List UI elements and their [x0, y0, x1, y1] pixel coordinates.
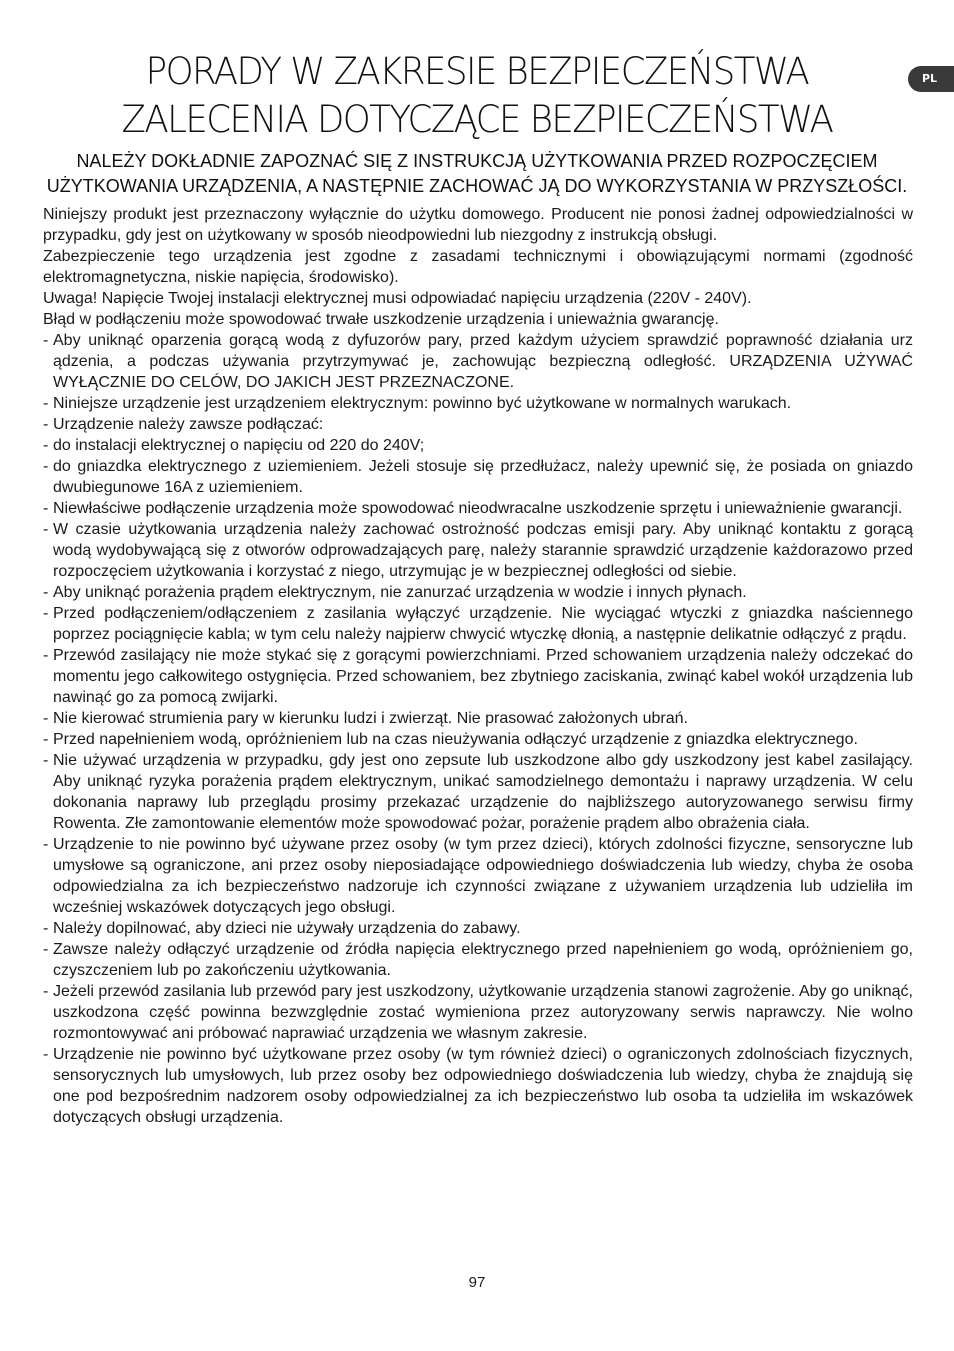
safety-list — [43, 330, 913, 1128]
intro-paragraph: Błąd w podłączeniu może spowodować trwałe uszkodzenie urządzenia i unieważnia gwarancję. — [43, 311, 719, 328]
list-item: - Przewód zasilający nie może stykać się z gorącymi powierzchniami. Przed schowaniem urządzenia należy odczekać do momentu jego całkowitego ostygnięcia. Przed schowaniem, bez zbytniego zaciskania, zwinąć kabel wokół urządzenia lub nawinąć go za pomocą zwijarki. — [43, 645, 913, 708]
document-body — [43, 204, 913, 1128]
intro-paragraph: Zabezpieczenie tego urządzenia jest zgodne z zasadami technicznymi i obowiązującymi normami (zgodność elektromagnetyczna, niskie napięcia, środowisko). — [43, 248, 913, 286]
intro-paragraph: Niniejszy produkt jest przeznaczony wyłącznie do użytku domowego. Producent nie ponosi żadnej odpowiedzialności w przypadku, gdy jest on użytkowany w sposób nieodpowiedni lub niezgodny z instrukcją obsługi. — [43, 206, 913, 244]
page-title-line-2: ZALECENIA DOTYCZĄCE BEZPIECZEŃSTWA — [121, 98, 833, 141]
subtitle-line-1: NALEŻY DOKŁADNIE ZAPOZNAĆ SIĘ Z INSTRUKCJĄ UŻYTKOWANIA PRZED ROZPOCZĘCIEM — [76, 151, 878, 171]
page-number: 97 — [468, 1274, 486, 1291]
list-item: - Należy dopilnować, aby dzieci nie używały urządzenia do zabawy. — [43, 918, 913, 939]
list-item: - do instalacji elektrycznej o napięciu od 220 do 240V; — [43, 435, 913, 456]
list-item: - Nie kierować strumienia pary w kierunku ludzi i zwierząt. Nie prasować założonych ubrań. — [43, 708, 913, 729]
language-tab: PL — [908, 66, 954, 92]
page-title-line-1: PORADY W ZAKRESIE BEZPIECZEŃSTWA — [145, 50, 809, 93]
list-item: - Niniejsze urządzenie jest urządzeniem elektrycznym: powinno być użytkowane w normalnych warukach. — [43, 393, 913, 414]
list-item: - Przed napełnieniem wodą, opróżnieniem lub na czas nieużywania odłączyć urządzenie z gniazdka elektrycznego. — [43, 729, 913, 750]
list-item: - do gniazdka elektrycznego z uziemieniem. Jeżeli stosuje się przedłużacz, należy upewnić się, że posiada on gniazdo dwubiegunowe 16A z uziemieniem. — [43, 456, 913, 498]
list-item: - Urządzenie to nie powinno być używane przez osoby (w tym przez dzieci), których zdolności fizyczne, sensoryczne lub umysłowe są ograniczone, ani przez osoby nieposiadające odpowiedniego doświadczenia lub wiedzy, chyba że osoba odpowiedzialna za ich bezpieczeństwo nadzoruje ich czynności związane z używaniem urządzenia lub udzieliła im wcześniej wskazówek dotyczących jego obsługi. — [43, 834, 913, 918]
list-item: - W czasie użytkowania urządzenia należy zachować ostrożność podczas emisji pary. Aby uniknąć kontaktu z gorącą wodą wydobywającą się z otworów odprowadzających parę, należy starannie sprawdzić urządzenie każdorazowo przed rozpoczęciem użytkowania i korzystać z niego, utrzymując je w bezpiecznej odległości od siebie. — [43, 519, 913, 582]
list-item: - Aby uniknąć porażenia prądem elektrycznym, nie zanurzać urządzenia w wodzie i innych płynach. — [43, 582, 913, 603]
list-item: - Urządzenie należy zawsze podłączać: — [43, 414, 913, 435]
list-item: - Urządzenie nie powinno być użytkowane przez osoby (w tym również dzieci) o ograniczonych zdolnościach fizycznych, sensorycznych lub umysłowych, lub przez osoby bez odpowiedniego doświadczenia lub wiedzy, chyba że znajdują się one pod bezpośrednim nadzorem osoby odpowiedzialnej za ich bezpieczeństwo lub osoba ta udzieliła im wskazówek dotyczących obsługi urządzenia. — [43, 1044, 913, 1128]
list-item: - Zawsze należy odłączyć urządzenie od źródła napięcia elektrycznego przed napełnieniem go wodą, opróżnieniem go, czyszczeniem lub po zakończeniu użytkowania. — [43, 939, 913, 981]
list-item: - Przed podłączeniem/odłączeniem z zasilania wyłączyć urządzenie. Nie wyciągać wtyczki z gniazdka naściennego poprzez pociągnięcie kabla; w tym celu należy najpierw chwycić wtyczkę dłonią, a następnie delikatnie odłączyć z prądu. — [43, 603, 913, 645]
intro-paragraph: Uwaga! Napięcie Twojej instalacji elektrycznej musi odpowiadać napięciu urządzenia (220V - 240V). — [43, 290, 752, 307]
list-item: - Niewłaściwe podłączenie urządzenia może spowodować nieodwracalne uszkodzenie sprzętu i unieważnienie gwarancji. — [43, 498, 913, 519]
subtitle-line-2: UŻYTKOWANIA URZĄDZENIA, A NASTĘPNIE ZACHOWAĆ JĄ DO WYKORZYSTANIA W PRZYSZŁOŚCI. — [46, 176, 908, 196]
list-item: - Nie używać urządzenia w przypadku, gdy jest ono zepsute lub uszkodzone albo gdy uszkodzony jest kabel zasilający. Aby uniknąć ryzyka porażenia prądem elektrycznym, unikać samodzielnego demontażu i naprawy urządzenia. W celu dokonania naprawy lub przeglądu prosimy przekazać urządzenie do najbliższego autoryzowanego serwisu firmy Rowenta. Złe zamontowanie elementów może spowodować pożar, porażenie prądem albo obrażenia ciała. — [43, 750, 913, 834]
list-item: - Aby uniknąć oparzenia gorącą wodą z dyfuzorów pary, przed każdym użyciem sprawdzić poprawność działania urz ądzenia, a podczas używania przytrzymywać je, zachowując bezpieczną odległość. URZĄDZENIA UŻYWAĆ WYŁĄCZNIE DO CELÓW, DO JAKICH JEST PRZEZNACZONE. — [43, 330, 913, 393]
list-item: - Jeżeli przewód zasilania lub przewód pary jest uszkodzony, użytkowanie urządzenia stanowi zagrożenie. Aby go uniknąć, uszkodzona część powinna bezwzględnie zostać wymieniona przez autoryzowany serwis naprawczy. Nie wolno rozmontowywać ani próbować naprawiać urządzenia we własnym zakresie. — [43, 981, 913, 1044]
